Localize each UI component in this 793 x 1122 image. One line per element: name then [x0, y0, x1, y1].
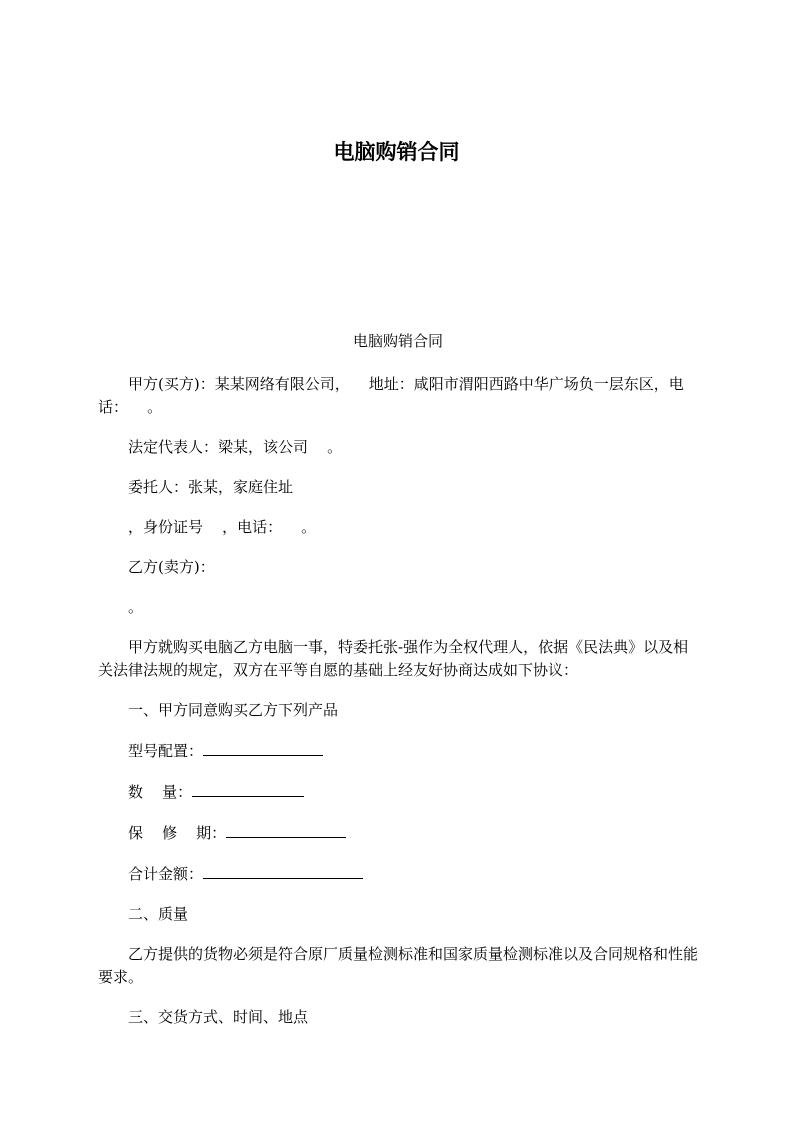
legal-representative-paragraph: 法定代表人：梁某，该公司 。: [128, 438, 343, 456]
total-amount-label: 合计金额：: [128, 865, 204, 883]
contract-body: [98, 330, 698, 1046]
total-amount-blank: [203, 862, 363, 879]
warranty-label: 保 修 期：: [128, 824, 227, 842]
intro-paragraph: 甲方就购买电脑乙方电脑一事，特委托张-强作为全权代理人，依据《民法典》以及相关法律法规的规定，双方在平等自愿的基础上经友好协商达成如下协议：: [98, 638, 689, 679]
total-amount-line: [98, 862, 698, 886]
quantity-label: 数 量：: [128, 783, 193, 801]
contract-subtitle: 电脑购销合同: [352, 332, 443, 350]
warranty-line: [98, 821, 698, 845]
section-2-heading: 二、质量: [128, 905, 189, 923]
party-b-paragraph: 乙方(卖方)：: [128, 558, 215, 576]
section-3-heading: 三、交货方式、时间、地点: [128, 1008, 309, 1026]
quantity-blank: [192, 780, 304, 797]
quality-paragraph: 乙方提供的货物必须是符合原厂质量检测标准和国家质量检测标准以及合同规格和性能要求。: [98, 945, 699, 986]
quantity-line: [98, 780, 698, 804]
party-a-paragraph: 甲方(买方)：某某网络有限公司， 地址：咸阳市渭阳西路中华广场负一层东区，电话： 。: [98, 375, 684, 416]
id-phone-paragraph: ，身份证号 ，电话： 。: [128, 518, 317, 536]
model-config-line: [98, 739, 698, 763]
model-config-blank: [203, 739, 323, 756]
model-config-label: 型号配置：: [128, 742, 204, 760]
document-title: 电脑购销合同: [333, 140, 460, 164]
section-1-heading: 一、甲方同意购买乙方下列产品: [128, 701, 339, 719]
period-line: 。: [128, 598, 144, 616]
agent-paragraph: 委托人：张某，家庭住址: [128, 478, 294, 496]
warranty-blank: [226, 821, 346, 838]
